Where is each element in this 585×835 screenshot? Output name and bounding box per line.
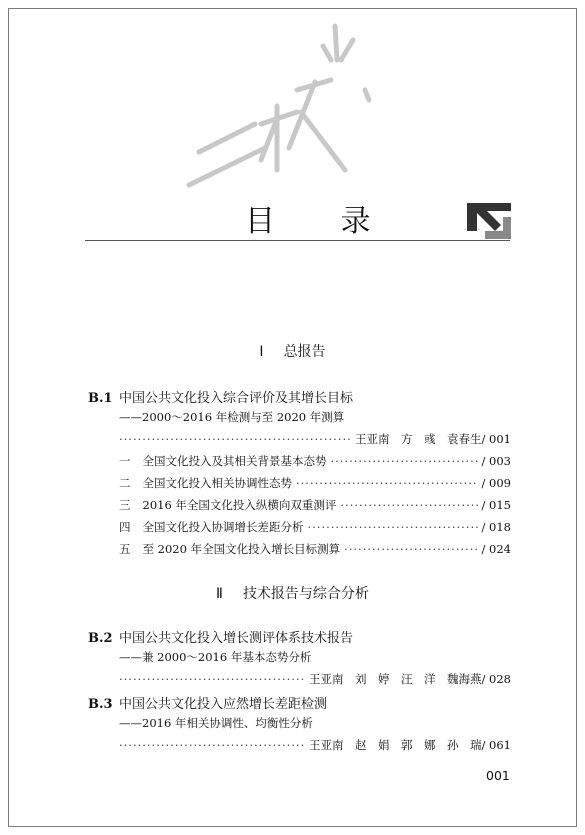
- item-numeral: 一: [119, 454, 131, 468]
- page-ref: / 061: [481, 738, 511, 752]
- page-ref: / 003: [481, 454, 511, 468]
- report-subtitle: ——2000～2016 年检测与至 2020 年测算: [119, 410, 345, 424]
- toc-item[interactable]: [119, 519, 511, 535]
- dot-leader: [308, 520, 478, 534]
- page-ref: / 009: [481, 476, 511, 490]
- page-ref: / 024: [481, 542, 511, 556]
- page-ref: / 001: [481, 432, 511, 446]
- dot-leader: [340, 498, 477, 512]
- item-title: 全国文化投入相关协调性态势: [142, 476, 292, 490]
- report-heading-b2[interactable]: [88, 627, 353, 646]
- report-heading-b1[interactable]: [88, 387, 353, 406]
- report-title: 中国公共文化投入增长测评体系技术报告: [119, 631, 354, 646]
- section-numeral: Ⅰ: [259, 344, 264, 360]
- toc-line-b1[interactable]: [119, 431, 511, 447]
- item-numeral: 四: [119, 520, 131, 534]
- toc-line-b2[interactable]: [119, 671, 511, 687]
- toc-item[interactable]: [119, 541, 511, 557]
- dot-leader: [344, 542, 477, 556]
- report-title: 中国公共文化投入应然增长差距检测: [119, 697, 328, 712]
- dot-leader: [296, 476, 478, 490]
- section-heading-2: [0, 583, 585, 603]
- report-authors: 王亚南 赵 娟 郭 娜 孙 瑞: [309, 738, 482, 752]
- item-numeral: 五: [119, 542, 131, 556]
- report-code: B.3: [88, 697, 113, 712]
- section-title: 技术报告与综合分析: [242, 586, 369, 602]
- page-ref: / 028: [481, 672, 511, 686]
- dot-leader: [119, 432, 351, 446]
- dot-leader: [119, 672, 305, 686]
- toc-item[interactable]: [119, 497, 511, 513]
- page-number: 001: [486, 768, 510, 783]
- proofmark-watermark: [185, 20, 385, 200]
- report-heading-b3[interactable]: [88, 693, 327, 712]
- item-title: 2016 年全国文化投入纵横向双重测评: [142, 498, 337, 512]
- item-title: 至 2020 年全国文化投入增长目标测算: [142, 542, 341, 556]
- section-title: 总报告: [283, 344, 326, 360]
- report-authors: 王亚南 刘 婷 汪 洋 魏海燕: [309, 672, 482, 686]
- toc-line-b3[interactable]: [119, 737, 511, 753]
- report-title: 中国公共文化投入综合评价及其增长目标: [119, 391, 354, 406]
- report-code: B.1: [88, 391, 113, 406]
- title-rule: [85, 240, 510, 241]
- report-authors: 王亚南 方 彧 袁春生: [355, 432, 482, 446]
- section-numeral: Ⅱ: [216, 586, 223, 602]
- corner-arrow-icon: [467, 203, 511, 239]
- dot-leader: [119, 738, 305, 752]
- report-subtitle: ——兼 2000～2016 年基本态势分析: [119, 650, 312, 664]
- report-subtitle: ——2016 年相关协调性、均衡性分析: [119, 716, 313, 730]
- toc-item[interactable]: [119, 475, 511, 491]
- toc-item[interactable]: [119, 453, 511, 469]
- page-ref: / 018: [481, 520, 511, 534]
- report-code: B.2: [88, 631, 113, 646]
- item-title: 全国文化投入及其相关背景基本态势: [142, 454, 327, 468]
- item-title: 全国文化投入协调增长差距分析: [142, 520, 304, 534]
- item-numeral: 三: [119, 498, 131, 512]
- item-numeral: 二: [119, 476, 131, 490]
- page-ref: / 015: [481, 498, 511, 512]
- section-heading-1: [0, 341, 585, 361]
- dot-leader: [331, 454, 478, 468]
- page-title: 目 录: [245, 204, 399, 239]
